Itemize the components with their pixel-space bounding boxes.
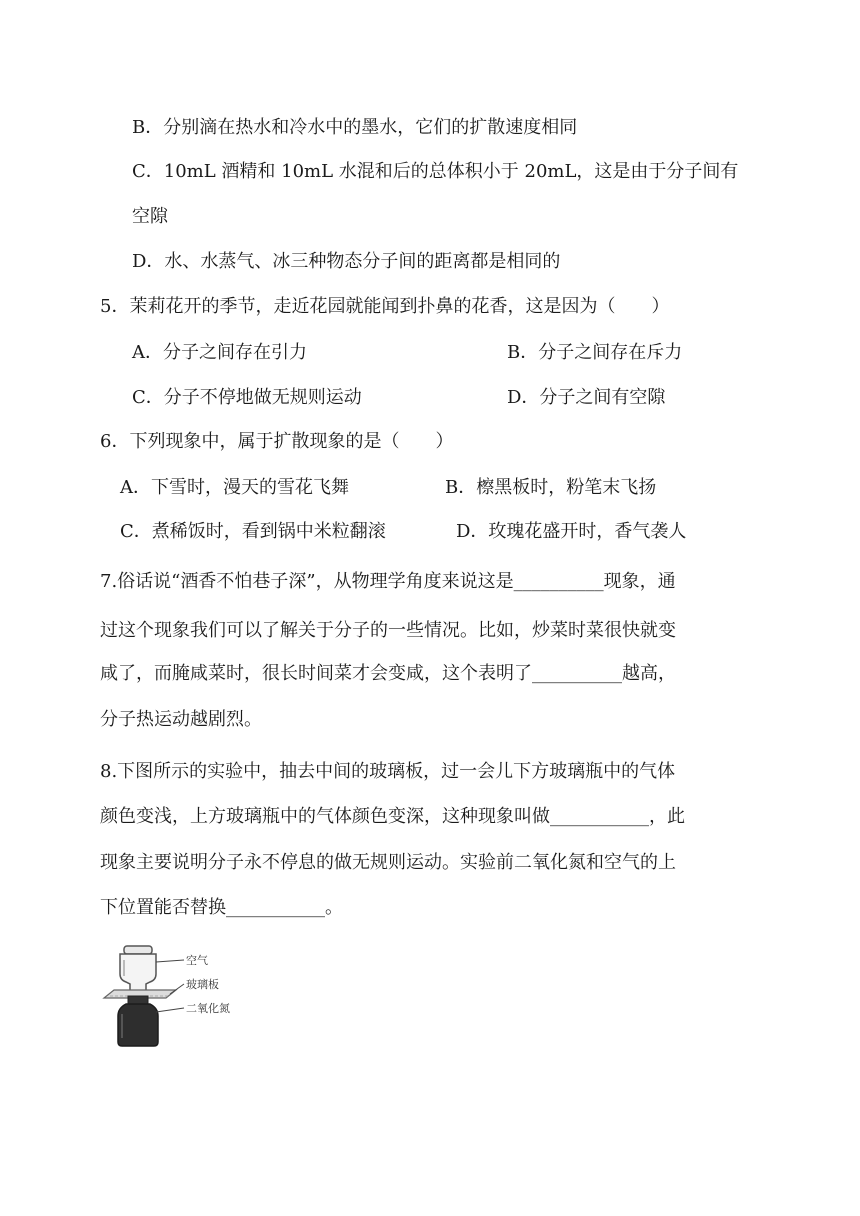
q4-option-d: D．水、水蒸气、冰三种物态分子间的距离都是相同的 <box>132 251 561 272</box>
label-no2: 二氧化氮 <box>186 1002 230 1015</box>
q7-line2: 过这个现象我们可以了解关于分子的一些情况。比如，炒菜时菜很快就变 <box>100 620 676 641</box>
q6-option-c: C．煮稀饭时，看到锅中米粒翻滚 <box>120 521 386 542</box>
q6-option-a: A．下雪时，漫天的雪花飞舞 <box>120 477 349 498</box>
diffusion-apparatus-image <box>100 940 260 1052</box>
label-air: 空气 <box>186 954 208 967</box>
q8-line1: 8.下图所示的实验中，抽去中间的玻璃板，过一会儿下方玻璃瓶中的气体 <box>100 761 676 782</box>
q8-line3: 现象主要说明分子永不停息的做无规则运动。实验前二氧化氮和空气的上 <box>100 852 676 873</box>
q7-line3: 咸了，而腌咸菜时，很长时间菜才会变咸，这个表明了__________越高， <box>100 663 676 684</box>
q6-option-b: B．檫黑板时，粉笔末飞扬 <box>445 477 657 498</box>
q7-line1: 7.俗话说“酒香不怕巷子深”，从物理学角度来说这是__________现象，通 <box>100 571 676 592</box>
q8-line4: 下位置能否替换___________。 <box>100 897 343 918</box>
q4-option-c-line1: C．10mL 酒精和 10mL 水混和后的总体积小于 20mL，这是由于分子间有 <box>132 161 739 182</box>
q5-option-c: C．分子不停地做无规则运动 <box>132 387 362 408</box>
diffusion-experiment-figure <box>100 940 260 1052</box>
q5-option-a: A．分子之间存在引力 <box>132 342 307 363</box>
q6-stem: 6．下列现象中，属于扩散现象的是（ ） <box>100 431 454 452</box>
q7-line4: 分子热运动越剧烈。 <box>100 709 262 730</box>
upper-bottle-air <box>120 946 156 992</box>
q5-stem: 5．茉莉花开的季节，走近花园就能闻到扑鼻的花香，这是因为（ ） <box>100 296 670 317</box>
label-glass-plate: 玻璃板 <box>186 978 219 991</box>
q6-option-d: D．玫瑰花盛开时，香气袭人 <box>456 521 687 542</box>
q5-option-d: D．分子之间有空隙 <box>507 387 666 408</box>
q4-option-b: B．分别滴在热水和冷水中的墨水，它们的扩散速度相同 <box>132 117 578 138</box>
q4-option-c-line2: 空隙 <box>132 206 168 227</box>
lower-bottle-no2 <box>118 996 158 1046</box>
leader-lines <box>156 960 184 1012</box>
q8-line2: 颜色变浅，上方玻璃瓶中的气体颜色变深，这种现象叫做___________，此 <box>100 806 685 827</box>
q5-option-b: B．分子之间存在斥力 <box>507 342 683 363</box>
